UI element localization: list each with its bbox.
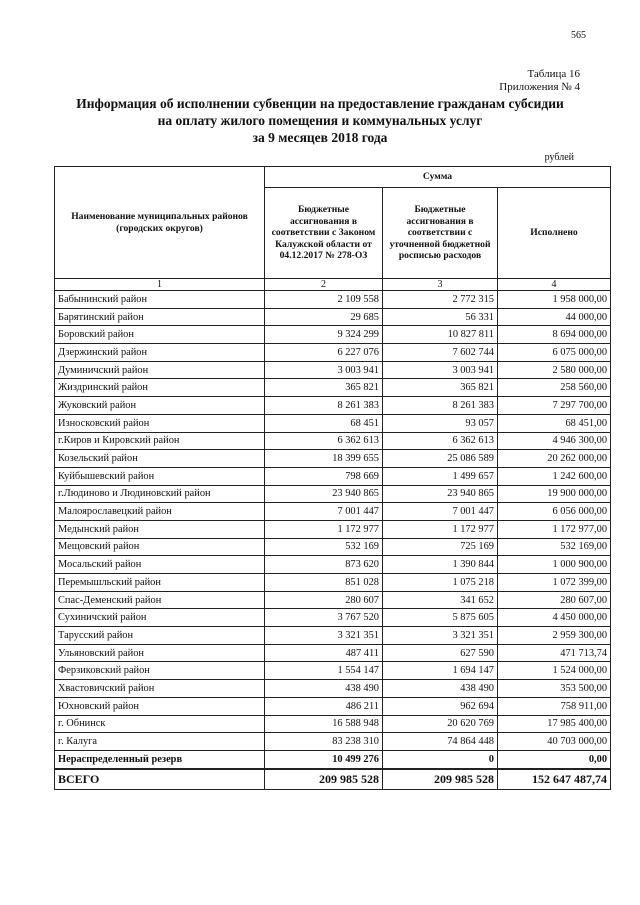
row-executed-value: 4 450 000,00: [498, 609, 611, 627]
row-name: Куйбышевский район: [55, 467, 265, 485]
row-law-value: 3 003 941: [265, 361, 383, 379]
row-executed-value: 758 911,00: [498, 697, 611, 715]
table-row: [55, 662, 611, 680]
row-name: Ферзиковский район: [55, 662, 265, 680]
row-name: Барятинский район: [55, 308, 265, 326]
header-law-appropriations: Бюджетные ассигнования в соответствии с Законом Калужской области от 04.12.2017 № 278-ОЗ: [265, 188, 383, 279]
header-sum: Сумма: [265, 167, 611, 188]
row-law-value: 365 821: [265, 379, 383, 397]
row-law-value: 16 588 948: [265, 715, 383, 733]
row-executed-value: 1 524 000,00: [498, 662, 611, 680]
row-executed-value: 20 262 000,00: [498, 450, 611, 468]
row-refined-value: 3 003 941: [383, 361, 498, 379]
row-executed-value: 40 703 000,00: [498, 733, 611, 751]
row-refined-value: 1 075 218: [383, 574, 498, 592]
row-law-value: 23 940 865: [265, 485, 383, 503]
row-law-value: 8 261 383: [265, 397, 383, 415]
table-row: [55, 467, 611, 485]
row-law-value: 29 685: [265, 308, 383, 326]
row-law-value: 9 324 299: [265, 326, 383, 344]
row-refined-value: 6 362 613: [383, 432, 498, 450]
reserve-executed-value: 0,00: [498, 750, 611, 768]
page-number: 565: [571, 30, 586, 41]
row-executed-value: 1 000 900,00: [498, 556, 611, 574]
row-refined-value: 7 001 447: [383, 503, 498, 521]
row-law-value: 7 001 447: [265, 503, 383, 521]
row-executed-value: 44 000,00: [498, 308, 611, 326]
document-title: [40, 95, 600, 146]
table-row: [55, 450, 611, 468]
table-row: [55, 697, 611, 715]
title-line-3: за 9 месяцев 2018 года: [252, 130, 388, 145]
table-row: [55, 379, 611, 397]
row-executed-value: 17 985 400,00: [498, 715, 611, 733]
row-executed-value: 2 959 300,00: [498, 627, 611, 645]
row-executed-value: 7 297 700,00: [498, 397, 611, 415]
row-executed-value: 1 242 600,00: [498, 467, 611, 485]
row-name: Малоярославецкий район: [55, 503, 265, 521]
column-number: 3: [383, 279, 498, 291]
row-executed-value: 471 713,74: [498, 644, 611, 662]
row-executed-value: 280 607,00: [498, 591, 611, 609]
table-row: [55, 715, 611, 733]
table-row: [55, 326, 611, 344]
table-row: [55, 485, 611, 503]
row-refined-value: 5 875 605: [383, 609, 498, 627]
row-law-value: 851 028: [265, 574, 383, 592]
row-name: Бабынинский район: [55, 291, 265, 309]
row-law-value: 1 554 147: [265, 662, 383, 680]
row-name: г.Киров и Кировский район: [55, 432, 265, 450]
row-refined-value: 10 827 811: [383, 326, 498, 344]
total-row: [55, 769, 611, 790]
row-law-value: 873 620: [265, 556, 383, 574]
row-law-value: 68 451: [265, 414, 383, 432]
row-law-value: 6 227 076: [265, 344, 383, 362]
total-law-value: 209 985 528: [265, 769, 383, 790]
currency-label: рублей: [544, 152, 574, 163]
row-executed-value: 6 075 000,00: [498, 344, 611, 362]
row-name: г. Обнинск: [55, 715, 265, 733]
title-line-2: на оплату жилого помещения и коммунальных услуг: [157, 113, 483, 128]
row-executed-value: 532 169,00: [498, 538, 611, 556]
table-row: [55, 503, 611, 521]
subsidy-table: [54, 166, 611, 790]
row-law-value: 487 411: [265, 644, 383, 662]
header-municipality: Наименование муниципальных районов (городских округов): [55, 167, 265, 279]
row-name: г.Людиново и Людиновский район: [55, 485, 265, 503]
row-executed-value: 1 172 977,00: [498, 520, 611, 538]
table-row: [55, 308, 611, 326]
row-executed-value: 2 580 000,00: [498, 361, 611, 379]
column-number: 2: [265, 279, 383, 291]
row-law-value: 83 238 310: [265, 733, 383, 751]
row-refined-value: 56 331: [383, 308, 498, 326]
row-refined-value: 74 864 448: [383, 733, 498, 751]
row-refined-value: 3 321 351: [383, 627, 498, 645]
row-refined-value: 1 694 147: [383, 662, 498, 680]
row-executed-value: 1 958 000,00: [498, 291, 611, 309]
table-row: [55, 591, 611, 609]
column-number: 4: [498, 279, 611, 291]
table-row: [55, 680, 611, 698]
row-refined-value: 25 086 589: [383, 450, 498, 468]
row-refined-value: 20 620 769: [383, 715, 498, 733]
row-law-value: 2 109 558: [265, 291, 383, 309]
row-refined-value: 341 652: [383, 591, 498, 609]
table-row: [55, 733, 611, 751]
row-refined-value: 7 602 744: [383, 344, 498, 362]
total-name: ВСЕГО: [55, 769, 265, 790]
table-row: [55, 644, 611, 662]
total-executed-value: 152 647 487,74: [498, 769, 611, 790]
row-name: Тарусский район: [55, 627, 265, 645]
row-refined-value: 365 821: [383, 379, 498, 397]
row-executed-value: 6 056 000,00: [498, 503, 611, 521]
row-refined-value: 962 694: [383, 697, 498, 715]
row-refined-value: 1 390 844: [383, 556, 498, 574]
row-refined-value: 1 172 977: [383, 520, 498, 538]
row-law-value: 486 211: [265, 697, 383, 715]
row-refined-value: 627 590: [383, 644, 498, 662]
row-name: Медынский район: [55, 520, 265, 538]
row-law-value: 6 362 613: [265, 432, 383, 450]
row-law-value: 3 321 351: [265, 627, 383, 645]
row-name: Износковский район: [55, 414, 265, 432]
row-law-value: 438 490: [265, 680, 383, 698]
row-name: Перемышльский район: [55, 574, 265, 592]
reserve-row: [55, 750, 611, 768]
row-name: Сухиничский район: [55, 609, 265, 627]
row-refined-value: 93 057: [383, 414, 498, 432]
reserve-refined-value: 0: [383, 750, 498, 768]
table-row: [55, 556, 611, 574]
table-row: [55, 574, 611, 592]
row-name: Мещовский район: [55, 538, 265, 556]
row-law-value: 3 767 520: [265, 609, 383, 627]
row-law-value: 532 169: [265, 538, 383, 556]
row-executed-value: 1 072 399,00: [498, 574, 611, 592]
row-executed-value: 8 694 000,00: [498, 326, 611, 344]
row-name: Дзержинский район: [55, 344, 265, 362]
header-executed: Исполнено: [498, 188, 611, 279]
row-name: Боровский район: [55, 326, 265, 344]
row-refined-value: 438 490: [383, 680, 498, 698]
row-name: Жиздринский район: [55, 379, 265, 397]
table-row: [55, 397, 611, 415]
row-name: Думиничский район: [55, 361, 265, 379]
column-number: 1: [55, 279, 265, 291]
row-refined-value: 23 940 865: [383, 485, 498, 503]
table-body: [55, 291, 611, 790]
row-name: Козельский район: [55, 450, 265, 468]
table-row: [55, 361, 611, 379]
row-name: Жуковский район: [55, 397, 265, 415]
row-refined-value: 725 169: [383, 538, 498, 556]
row-executed-value: 258 560,00: [498, 379, 611, 397]
row-refined-value: 2 772 315: [383, 291, 498, 309]
table-row: [55, 414, 611, 432]
row-executed-value: 68 451,00: [498, 414, 611, 432]
appendix-label: Приложения № 4: [499, 81, 580, 93]
row-refined-value: 8 261 383: [383, 397, 498, 415]
table-row: [55, 344, 611, 362]
row-name: Мосальский район: [55, 556, 265, 574]
row-law-value: 280 607: [265, 591, 383, 609]
table-row: [55, 627, 611, 645]
table-reference: [499, 68, 580, 94]
row-name: Спас-Деменский район: [55, 591, 265, 609]
total-refined-value: 209 985 528: [383, 769, 498, 790]
row-name: г. Калуга: [55, 733, 265, 751]
row-name: Хвастовичский район: [55, 680, 265, 698]
row-refined-value: 1 499 657: [383, 467, 498, 485]
table-label: Таблица 16: [527, 68, 580, 80]
table-row: [55, 291, 611, 309]
table-row: [55, 520, 611, 538]
table-row: [55, 538, 611, 556]
row-law-value: 798 669: [265, 467, 383, 485]
row-executed-value: 4 946 300,00: [498, 432, 611, 450]
table-row: [55, 609, 611, 627]
row-executed-value: 19 900 000,00: [498, 485, 611, 503]
header-refined-appropriations: Бюджетные ассигнования в соответствии с уточненной бюджетной росписью расходов: [383, 188, 498, 279]
row-law-value: 18 399 655: [265, 450, 383, 468]
reserve-name: Нераспределенный резерв: [55, 750, 265, 768]
row-law-value: 1 172 977: [265, 520, 383, 538]
table-row: [55, 432, 611, 450]
row-name: Юхновский район: [55, 697, 265, 715]
reserve-law-value: 10 499 276: [265, 750, 383, 768]
title-line-1: Информация об исполнении субвенции на предоставление гражданам субсидии: [76, 96, 564, 111]
row-name: Ульяновский район: [55, 644, 265, 662]
row-executed-value: 353 500,00: [498, 680, 611, 698]
